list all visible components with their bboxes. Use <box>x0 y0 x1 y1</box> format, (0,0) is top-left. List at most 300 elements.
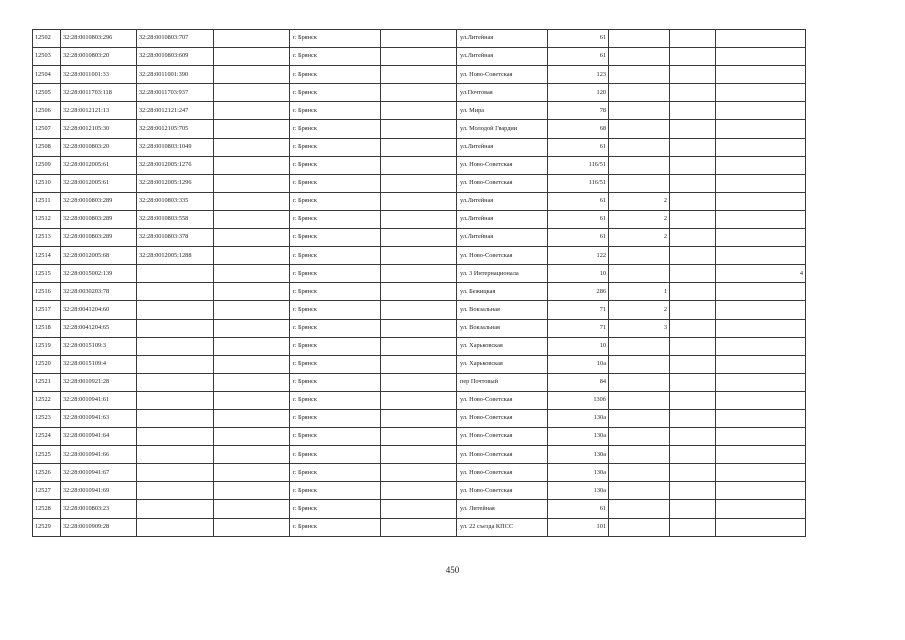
cell-row-id: 12524 <box>33 428 61 446</box>
cell-building-number <box>609 500 670 518</box>
cell-empty-col <box>381 301 457 319</box>
cell-sub-number: 32:28:0012005:1288 <box>137 247 214 265</box>
cell-row-id: 12516 <box>33 283 61 301</box>
cell-house-number: 130а <box>548 482 609 500</box>
cell-street: ул.Литейная <box>457 229 548 247</box>
cell-street: ул.Литейная <box>457 138 548 156</box>
cell-row-id: 12529 <box>33 518 61 536</box>
cell-street: ул. Ново-Советская <box>457 391 548 409</box>
cell-empty-col <box>381 337 457 355</box>
table-body <box>33 30 806 537</box>
cell-street: ул. 3 Интернационала <box>457 265 548 283</box>
cell-street: ул. Молодой Гвардии <box>457 120 548 138</box>
cell-apartment-number <box>716 84 806 102</box>
cell-extra-col <box>670 428 716 446</box>
cell-empty-col <box>214 391 290 409</box>
cell-apartment-number <box>716 518 806 536</box>
cell-empty-col <box>381 210 457 228</box>
cell-city: г. Брянск <box>290 66 381 84</box>
cell-cadastral-number: 32:28:0010921:28 <box>61 373 137 391</box>
cell-city: г. Брянск <box>290 174 381 192</box>
cell-building-number <box>609 409 670 427</box>
cell-empty-col <box>214 156 290 174</box>
cell-cadastral-number: 32:28:0010941:61 <box>61 391 137 409</box>
cell-building-number: 2 <box>609 192 670 210</box>
cell-city: г. Брянск <box>290 319 381 337</box>
cell-street: ул. Ново-Советская <box>457 428 548 446</box>
cell-street: ул. Бежицкая <box>457 283 548 301</box>
cell-empty-col <box>214 66 290 84</box>
cell-empty-col <box>381 373 457 391</box>
table-row <box>33 373 806 391</box>
cell-row-id: 12523 <box>33 409 61 427</box>
cell-cadastral-number: 32:28:0010941:69 <box>61 482 137 500</box>
cell-building-number <box>609 446 670 464</box>
cell-extra-col <box>670 265 716 283</box>
cell-house-number: 101 <box>548 518 609 536</box>
cell-city: г. Брянск <box>290 283 381 301</box>
cell-city: г. Брянск <box>290 138 381 156</box>
cell-empty-col <box>214 373 290 391</box>
cell-apartment-number <box>716 120 806 138</box>
cell-city: г. Брянск <box>290 500 381 518</box>
cell-empty-col <box>381 355 457 373</box>
cell-row-id: 12512 <box>33 210 61 228</box>
cell-row-id: 12521 <box>33 373 61 391</box>
cell-street: ул. Харьковская <box>457 337 548 355</box>
cell-empty-col <box>381 464 457 482</box>
cell-row-id: 12508 <box>33 138 61 156</box>
cell-sub-number <box>137 373 214 391</box>
cell-city: г. Брянск <box>290 373 381 391</box>
cell-city: г. Брянск <box>290 391 381 409</box>
cell-cadastral-number: 32:28:0030203:78 <box>61 283 137 301</box>
cell-sub-number: 32:28:0012105:705 <box>137 120 214 138</box>
cell-building-number <box>609 156 670 174</box>
cell-row-id: 12528 <box>33 500 61 518</box>
table-row <box>33 391 806 409</box>
cell-empty-col <box>381 518 457 536</box>
cell-row-id: 12518 <box>33 319 61 337</box>
cell-row-id: 12525 <box>33 446 61 464</box>
cell-apartment-number <box>716 301 806 319</box>
cell-cadastral-number: 32:28:0041204:60 <box>61 301 137 319</box>
cell-city: г. Брянск <box>290 102 381 120</box>
cell-row-id: 12505 <box>33 84 61 102</box>
table-row <box>33 265 806 283</box>
cell-sub-number <box>137 518 214 536</box>
cell-sub-number: 32:28:0010803:1049 <box>137 138 214 156</box>
cell-empty-col <box>214 428 290 446</box>
cell-empty-col <box>214 210 290 228</box>
table-row <box>33 446 806 464</box>
cell-sub-number <box>137 428 214 446</box>
cell-apartment-number <box>716 210 806 228</box>
cell-cadastral-number: 32:28:0015109:3 <box>61 337 137 355</box>
table-row <box>33 192 806 210</box>
cell-extra-col <box>670 84 716 102</box>
cell-row-id: 12520 <box>33 355 61 373</box>
cell-empty-col <box>214 409 290 427</box>
table-row <box>33 229 806 247</box>
cell-street: ул. Вокзальная <box>457 301 548 319</box>
cell-city: г. Брянск <box>290 464 381 482</box>
cell-cadastral-number: 32:28:0012121:13 <box>61 102 137 120</box>
table-row <box>33 247 806 265</box>
cell-sub-number <box>137 319 214 337</box>
cell-row-id: 12517 <box>33 301 61 319</box>
cell-building-number <box>609 373 670 391</box>
table-row <box>33 301 806 319</box>
cell-sub-number <box>137 500 214 518</box>
cell-house-number: 123 <box>548 66 609 84</box>
cell-extra-col <box>670 391 716 409</box>
cell-extra-col <box>670 518 716 536</box>
cell-apartment-number <box>716 482 806 500</box>
cell-apartment-number <box>716 48 806 66</box>
cell-row-id: 12519 <box>33 337 61 355</box>
cell-house-number: 61 <box>548 30 609 48</box>
cell-row-id: 12503 <box>33 48 61 66</box>
cell-apartment-number <box>716 247 806 265</box>
cell-extra-col <box>670 48 716 66</box>
cell-cadastral-number: 32:28:0012005:61 <box>61 174 137 192</box>
cell-house-number: 10 <box>548 265 609 283</box>
cell-cadastral-number: 32:28:0010803:296 <box>61 30 137 48</box>
cell-building-number <box>609 84 670 102</box>
table-row <box>33 48 806 66</box>
cell-street: ул. Ново-Советская <box>457 482 548 500</box>
cell-apartment-number <box>716 355 806 373</box>
cell-empty-col <box>214 138 290 156</box>
cell-city: г. Брянск <box>290 446 381 464</box>
cell-empty-col <box>381 265 457 283</box>
cell-building-number <box>609 518 670 536</box>
cell-empty-col <box>214 283 290 301</box>
cell-sub-number: 32:28:0011703:937 <box>137 84 214 102</box>
cell-apartment-number <box>716 192 806 210</box>
cell-cadastral-number: 32:28:0010909:28 <box>61 518 137 536</box>
cell-empty-col <box>381 229 457 247</box>
cell-extra-col <box>670 409 716 427</box>
cell-apartment-number <box>716 102 806 120</box>
cell-sub-number: 32:28:0011001:390 <box>137 66 214 84</box>
table-row <box>33 30 806 48</box>
cell-house-number: 84 <box>548 373 609 391</box>
cell-cadastral-number: 32:28:0010803:289 <box>61 229 137 247</box>
cell-empty-col <box>214 120 290 138</box>
cell-cadastral-number: 32:28:0010803:289 <box>61 192 137 210</box>
cell-extra-col <box>670 174 716 192</box>
cell-sub-number <box>137 482 214 500</box>
cell-building-number: 1 <box>609 283 670 301</box>
cell-street: ул. Вокзальная <box>457 319 548 337</box>
page-number: 450 <box>445 565 460 575</box>
cell-sub-number: 32:28:0012005:1296 <box>137 174 214 192</box>
cell-street: ул.Почтовая <box>457 84 548 102</box>
cell-row-id: 12506 <box>33 102 61 120</box>
cell-extra-col <box>670 210 716 228</box>
cell-house-number: 122 <box>548 247 609 265</box>
cell-empty-col <box>214 446 290 464</box>
cell-city: г. Брянск <box>290 192 381 210</box>
cell-house-number: 286 <box>548 283 609 301</box>
cell-city: г. Брянск <box>290 247 381 265</box>
cell-empty-col <box>214 48 290 66</box>
cell-sub-number <box>137 301 214 319</box>
cell-empty-col <box>214 102 290 120</box>
cell-street: ул. Харьковская <box>457 355 548 373</box>
cell-empty-col <box>381 500 457 518</box>
cell-extra-col <box>670 156 716 174</box>
cell-apartment-number <box>716 500 806 518</box>
cell-building-number: 2 <box>609 210 670 228</box>
table-row <box>33 355 806 373</box>
cell-extra-col <box>670 283 716 301</box>
cell-empty-col <box>214 192 290 210</box>
cell-row-id: 12507 <box>33 120 61 138</box>
cell-street: ул.Литейная <box>457 48 548 66</box>
cell-empty-col <box>381 48 457 66</box>
cell-house-number: 130а <box>548 464 609 482</box>
cell-empty-col <box>214 247 290 265</box>
cell-house-number: 61 <box>548 210 609 228</box>
cell-street: ул. Ново-Советская <box>457 156 548 174</box>
cell-extra-col <box>670 138 716 156</box>
cell-house-number: 61 <box>548 192 609 210</box>
cell-extra-col <box>670 229 716 247</box>
cell-empty-col <box>381 66 457 84</box>
cell-street: ул.Литейная <box>457 30 548 48</box>
cell-building-number <box>609 265 670 283</box>
cell-sub-number <box>137 337 214 355</box>
cell-extra-col <box>670 446 716 464</box>
cell-apartment-number <box>716 319 806 337</box>
cell-empty-col <box>381 120 457 138</box>
cell-city: г. Брянск <box>290 210 381 228</box>
cell-empty-col <box>381 409 457 427</box>
cell-sub-number <box>137 446 214 464</box>
cell-row-id: 12510 <box>33 174 61 192</box>
cell-sub-number <box>137 283 214 301</box>
table-row <box>33 156 806 174</box>
cell-cadastral-number: 32:28:0012105:30 <box>61 120 137 138</box>
cell-row-id: 12502 <box>33 30 61 48</box>
cell-house-number: 10 <box>548 337 609 355</box>
cell-cadastral-number: 32:28:0012005:68 <box>61 247 137 265</box>
cell-empty-col <box>214 30 290 48</box>
table-row <box>33 66 806 84</box>
table-row <box>33 500 806 518</box>
cell-cadastral-number: 32:28:0010803:289 <box>61 210 137 228</box>
cell-street: ул. Ново-Советская <box>457 409 548 427</box>
cell-house-number: 61 <box>548 48 609 66</box>
cell-house-number: 130а <box>548 409 609 427</box>
cell-street: ул. 22 съезда КПСС <box>457 518 548 536</box>
cell-row-id: 12504 <box>33 66 61 84</box>
table-row <box>33 120 806 138</box>
cell-building-number <box>609 48 670 66</box>
cell-apartment-number <box>716 337 806 355</box>
cell-street: ул. Мира <box>457 102 548 120</box>
cell-empty-col <box>381 482 457 500</box>
cell-sub-number <box>137 355 214 373</box>
cell-building-number <box>609 355 670 373</box>
table-row <box>33 518 806 536</box>
cell-row-id: 12511 <box>33 192 61 210</box>
cell-city: г. Брянск <box>290 120 381 138</box>
cell-sub-number: 32:28:0012121:247 <box>137 102 214 120</box>
cell-empty-col <box>381 156 457 174</box>
table-row <box>33 464 806 482</box>
cell-building-number: 2 <box>609 301 670 319</box>
cell-apartment-number: 4 <box>716 265 806 283</box>
cell-row-id: 12509 <box>33 156 61 174</box>
table-row <box>33 174 806 192</box>
cell-empty-col <box>381 428 457 446</box>
cell-cadastral-number: 32:28:0010941:63 <box>61 409 137 427</box>
cell-apartment-number <box>716 138 806 156</box>
cell-sub-number <box>137 464 214 482</box>
cell-extra-col <box>670 464 716 482</box>
cell-city: г. Брянск <box>290 428 381 446</box>
cell-extra-col <box>670 66 716 84</box>
cell-building-number <box>609 482 670 500</box>
cell-extra-col <box>670 120 716 138</box>
cell-extra-col <box>670 355 716 373</box>
cell-cadastral-number: 32:28:0011703:118 <box>61 84 137 102</box>
cell-cadastral-number: 32:28:0011001:33 <box>61 66 137 84</box>
cell-apartment-number <box>716 283 806 301</box>
cell-row-id: 12522 <box>33 391 61 409</box>
cell-city: г. Брянск <box>290 355 381 373</box>
table-row <box>33 482 806 500</box>
cell-empty-col <box>381 192 457 210</box>
cell-building-number: 2 <box>609 229 670 247</box>
cell-row-id: 12513 <box>33 229 61 247</box>
cell-apartment-number <box>716 174 806 192</box>
cell-street: ул. Ново-Советская <box>457 247 548 265</box>
table-row <box>33 84 806 102</box>
table-row <box>33 337 806 355</box>
cell-street: ул.Литейная <box>457 192 548 210</box>
cell-row-id: 12515 <box>33 265 61 283</box>
cell-house-number: 71 <box>548 301 609 319</box>
cell-apartment-number <box>716 66 806 84</box>
cell-extra-col <box>670 319 716 337</box>
cell-apartment-number <box>716 229 806 247</box>
cell-house-number: 130а <box>548 428 609 446</box>
cell-cadastral-number: 32:28:0010803:20 <box>61 138 137 156</box>
cell-cadastral-number: 32:28:0041204:65 <box>61 319 137 337</box>
cell-empty-col <box>214 319 290 337</box>
cell-house-number: 130б <box>548 391 609 409</box>
cell-street: ул. Ново-Советская <box>457 446 548 464</box>
cell-extra-col <box>670 30 716 48</box>
cell-empty-col <box>214 337 290 355</box>
table-row <box>33 319 806 337</box>
cell-extra-col <box>670 373 716 391</box>
cell-sub-number <box>137 409 214 427</box>
cell-sub-number: 32:28:0010803:558 <box>137 210 214 228</box>
cell-city: г. Брянск <box>290 229 381 247</box>
cell-apartment-number <box>716 446 806 464</box>
cell-building-number <box>609 247 670 265</box>
cell-house-number: 61 <box>548 229 609 247</box>
cell-sub-number: 32:28:0010803:707 <box>137 30 214 48</box>
cell-cadastral-number: 32:28:0010941:67 <box>61 464 137 482</box>
cell-empty-col <box>214 355 290 373</box>
cell-street: ул.Литейная <box>457 210 548 228</box>
cell-apartment-number <box>716 373 806 391</box>
table-row <box>33 210 806 228</box>
cell-street: ул. Ново-Советская <box>457 174 548 192</box>
table-row <box>33 283 806 301</box>
cell-sub-number <box>137 265 214 283</box>
cell-extra-col <box>670 102 716 120</box>
cell-building-number <box>609 102 670 120</box>
cell-empty-col <box>381 102 457 120</box>
cell-house-number: 78 <box>548 102 609 120</box>
cell-building-number <box>609 120 670 138</box>
cell-apartment-number <box>716 464 806 482</box>
cell-building-number <box>609 337 670 355</box>
cell-city: г. Брянск <box>290 84 381 102</box>
cell-sub-number: 32:28:0010803:335 <box>137 192 214 210</box>
cell-empty-col <box>214 229 290 247</box>
cell-empty-col <box>214 301 290 319</box>
cell-apartment-number <box>716 391 806 409</box>
cell-empty-col <box>381 319 457 337</box>
cell-extra-col <box>670 301 716 319</box>
cell-building-number <box>609 391 670 409</box>
cell-building-number <box>609 428 670 446</box>
cell-cadastral-number: 32:28:0010941:64 <box>61 428 137 446</box>
cell-empty-col <box>381 138 457 156</box>
cell-house-number: 61 <box>548 500 609 518</box>
cell-cadastral-number: 32:28:0010803:23 <box>61 500 137 518</box>
cell-city: г. Брянск <box>290 156 381 174</box>
cell-city: г. Брянск <box>290 518 381 536</box>
cell-house-number: 130а <box>548 446 609 464</box>
table-row <box>33 102 806 120</box>
cell-extra-col <box>670 482 716 500</box>
cell-street: пер Почтовый <box>457 373 548 391</box>
table-row <box>33 409 806 427</box>
cell-building-number <box>609 66 670 84</box>
cell-empty-col <box>381 247 457 265</box>
cell-sub-number: 32:28:0010803:378 <box>137 229 214 247</box>
cell-empty-col <box>214 464 290 482</box>
cell-cadastral-number: 32:28:0015109:4 <box>61 355 137 373</box>
table-row <box>33 428 806 446</box>
cell-house-number: 116/51 <box>548 174 609 192</box>
cell-extra-col <box>670 337 716 355</box>
cell-sub-number <box>137 391 214 409</box>
cell-empty-col <box>214 500 290 518</box>
cell-house-number: 116/51 <box>548 156 609 174</box>
cell-city: г. Брянск <box>290 301 381 319</box>
cell-apartment-number <box>716 428 806 446</box>
cell-sub-number: 32:28:0010803:609 <box>137 48 214 66</box>
cell-empty-col <box>214 482 290 500</box>
cell-empty-col <box>214 265 290 283</box>
cell-extra-col <box>670 192 716 210</box>
cell-street: ул. Ново-Советская <box>457 66 548 84</box>
cell-sub-number: 32:28:0012005:1276 <box>137 156 214 174</box>
cell-city: г. Брянск <box>290 409 381 427</box>
cell-empty-col <box>214 174 290 192</box>
